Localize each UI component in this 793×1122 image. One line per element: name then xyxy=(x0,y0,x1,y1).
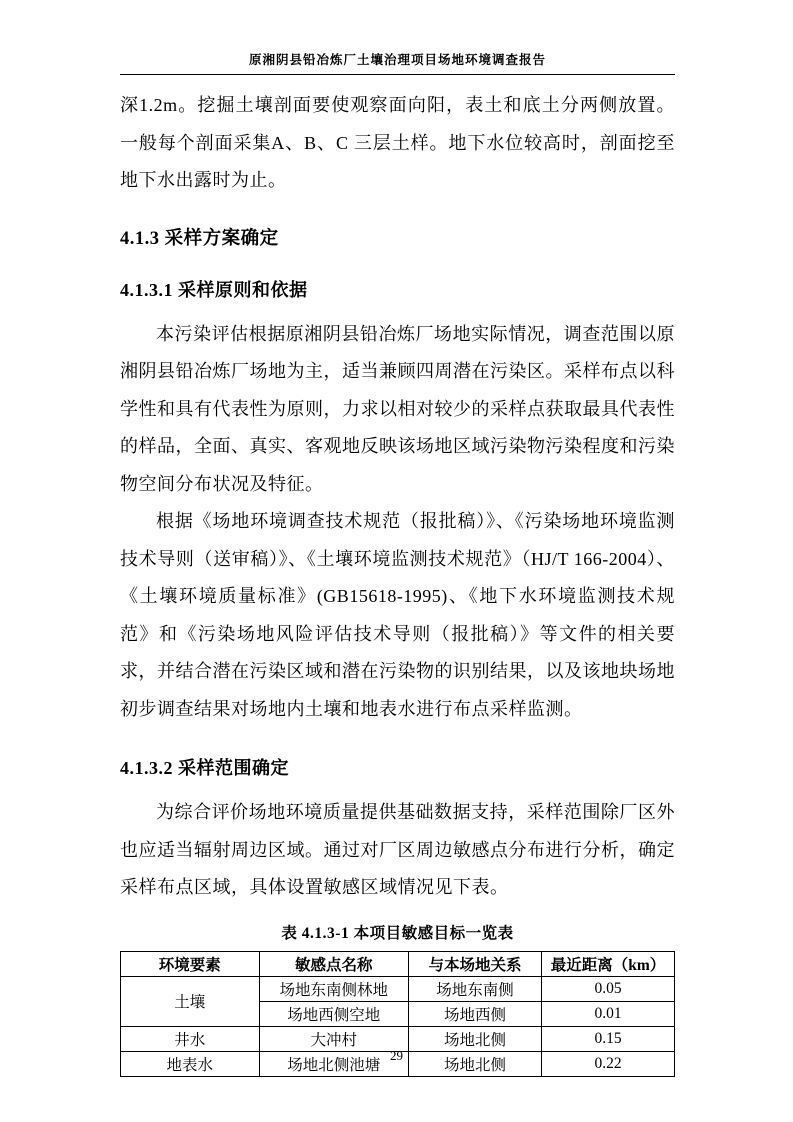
table-header-cell: 与本场地关系 xyxy=(409,951,542,976)
section-heading-4-1-3-2: 4.1.3.2 采样范围确定 xyxy=(120,758,289,778)
table-header-cell: 环境要素 xyxy=(121,951,260,976)
table-cell: 场地西侧 xyxy=(409,1001,542,1026)
paragraph-continuation: 深1.2m。挖掘土壤剖面要使观察面向阳，表土和底土分两侧放置。一般每个剖面采集A、B、C 三层土样。地下水位较高时，剖面挖至地下水出露时为止。 xyxy=(120,95,675,190)
table-cell: 场地北侧 xyxy=(409,1026,542,1051)
table-cell: 场地东南侧 xyxy=(409,976,542,1001)
paragraph-reference-standards: 根据《场地环境调查技术规范（报批稿）》、《污染场地环境监测技术导则（送审稿）》、《土壤环境监测技术规范》（HJ/T 166-2004）、《土壤环境质量标准》(GB15618-1995)、《地下水环境监测技术规范》和《污染场地风险评估技术导则（报批稿）》等文件的相关要求，并结合潜在污染区域和潜在污染物的识别结果，以及该地块场地初步调查结果对场地内土壤和地表水进行布点采样监测。 xyxy=(120,511,675,719)
section-heading-4-1-3-1: 4.1.3.1 采样原则和依据 xyxy=(120,279,308,300)
table-cell: 场地西侧空地 xyxy=(259,1001,409,1026)
paragraph-sampling-principles: 本污染评估根据原湘阴县铅冶炼厂场地实际情况，调查范围以原湘阴县铅冶炼厂场地为主，适当兼顾四周潜在污染区。采样布点以科学性和具有代表性为原则，力求以相对较少的采样点获取最具代表性的样品，全面、真实、客观地反映该场地区域污染物污染程度和污染物空间分布状况及特征。 xyxy=(120,323,675,494)
section-heading-4-1-3: 4.1.3 采样方案确定 xyxy=(120,228,279,249)
table-cell: 场地北侧池塘 xyxy=(259,1051,409,1076)
page-number: 29 xyxy=(390,1048,403,1063)
table-cell: 0.05 xyxy=(542,976,675,1001)
table-cell: 场地东南侧林地 xyxy=(259,976,409,1001)
table-caption: 表 4.1.3-1 本项目敏感目标一览表 xyxy=(281,924,514,942)
table-cell: 0.01 xyxy=(542,1001,675,1026)
table-header-cell: 最近距离（km） xyxy=(542,951,675,976)
page-header xyxy=(120,50,675,75)
table-cell: 地表水 xyxy=(121,1051,260,1076)
paragraph-sampling-scope: 为综合评价场地环境质量提供基础数据支持，采样范围除厂区外也应适当辐射周边区域。通过对厂区周边敏感点分布进行分析，确定采样布点区域，具体设置敏感区域情况见下表。 xyxy=(120,802,675,897)
table-cell: 0.22 xyxy=(542,1051,675,1076)
table-cell: 土壤 xyxy=(121,976,260,1026)
table-row xyxy=(121,976,675,1001)
table-cell: 大冲村 xyxy=(259,1026,409,1051)
table-header-row xyxy=(121,951,675,976)
table-header-cell: 敏感点名称 xyxy=(259,951,409,976)
table-cell: 0.15 xyxy=(542,1026,675,1051)
table-cell: 场地北侧 xyxy=(409,1051,542,1076)
page-header-title: 原湘阴县铅冶炼厂土壤治理项目场地环境调查报告 xyxy=(248,53,546,67)
table-cell: 井水 xyxy=(121,1026,260,1051)
